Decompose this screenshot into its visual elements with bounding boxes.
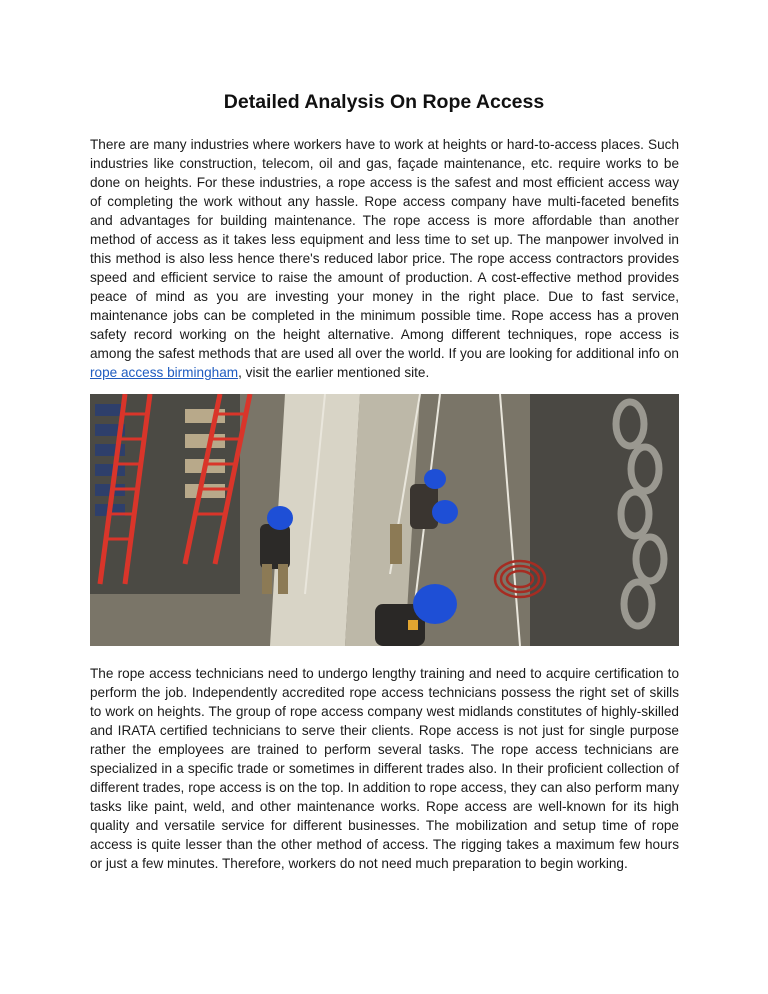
paragraph-intro-text: There are many industries where workers have to work at heights or hard-to-access places. Such industries like construction, telecom, oil and gas, façade maintenance, etc. require works to be done on heights. For these industries, a rope access is the safest and most efficient access way of completing the work without any hassle. Rope access company have multi-faceted benefits and advantages for building maintenance. The rope access is more affordable than another method of access as it takes less equipment and less time to set up. The manpower involved in this method is also less hence there's reduced labor price. The rope access contractors provides speed and efficient service to raise the amount of production. A cost-effective method provides peace of mind as you are investing your money in the right place. Due to fast service, maintenance jobs can be completed in the minimum possible time. Rope access has a proven safety record working on the height alternative. Among different techniques, rope access is among the safest methods that are used all over the world. If you are looking for additional info on: [90, 137, 679, 361]
paragraph-technicians: The rope access technicians need to undergo lengthy training and need to acquire certification to perform the job. Independently accredited rope access technicians possess the right set of skills to work on heights. The group of rope access company west midlands constitutes of highly-skilled and IRATA certified technicians to serve their clients. Rope access is not just for single purpose rather the employees are trained to perform several tasks. The rope access technicians are specialized in a specific trade or sometimes in different trades also. In their proficient collection of different trades, rope access is on the top. In addition to rope access, they can also perform many tasks like paint, weld, and other maintenance works. Rope access are well-known for its high quality and versatile service for different businesses. The mobilization and setup time of rope access is quite lesser than the other method of access. The rigging takes a maximum few hours or just a few minutes. Therefore, workers do not need much preparation to begin working.: [90, 666, 679, 871]
rope-access-birmingham-link[interactable]: rope access birmingham: [90, 365, 239, 380]
paragraph-intro: [90, 135, 679, 382]
paragraph-intro-tail: , visit the earlier mentioned site.: [238, 365, 430, 380]
rope-access-photo: [90, 394, 679, 646]
rope-access-photo-illustration: [90, 394, 679, 646]
document-title: Detailed Analysis On Rope Access: [223, 91, 545, 113]
